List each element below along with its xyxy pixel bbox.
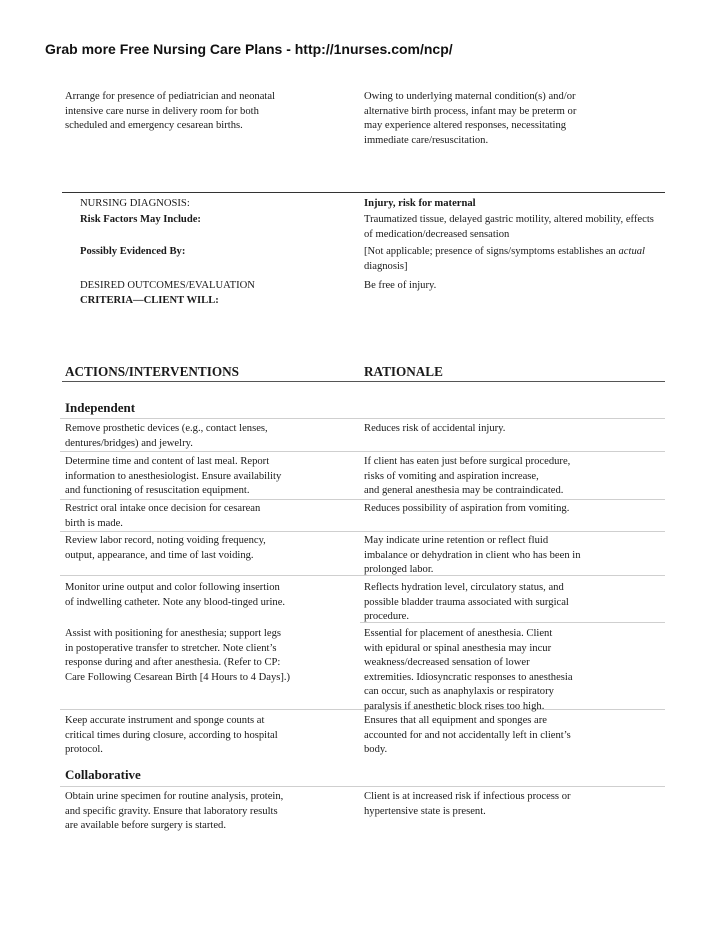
table-row-action: Obtain urine specimen for routine analysis, protein, and specific gravity. Ensure that laboratory results are available before surgery is started. bbox=[65, 791, 284, 832]
table-row-rationale: Client is at increased risk if infectious process or hypertensive state is present. bbox=[364, 791, 571, 817]
nursing-diagnosis-label: NURSING DIAGNOSIS: bbox=[80, 198, 190, 209]
evidenced-by-value bbox=[364, 245, 664, 274]
page-header: Grab more Free Nursing Care Plans - http://1nurses.com/ncp/ bbox=[45, 41, 453, 57]
table-row-action: Keep accurate instrument and sponge counts at critical times during closure, according to hospital protocol. bbox=[65, 715, 278, 756]
table-row-action: Remove prosthetic devices (e.g., contact lenses, dentures/bridges) and jewelry. bbox=[65, 423, 268, 449]
table-row-rationale: Reduces possibility of aspiration from vomiting. bbox=[364, 503, 570, 514]
table-row-action: Assist with positioning for anesthesia; support legs in postoperative transfer to stretcher. Note client’s response during and after anesthesia. (Refer to CP: Care Following Cesarean Birth [4 Hours to 4 Days].) bbox=[65, 628, 291, 683]
risk-factors-value: Traumatized tissue, delayed gastric motility, altered mobility, effects of medication/decreased sensation bbox=[364, 214, 654, 240]
table-header-rule bbox=[62, 381, 665, 382]
table-row-action: Determine time and content of last meal. Report information to anesthesiologist. Ensure availability and functioning of resuscitation equipment. bbox=[65, 456, 282, 497]
actions-column-heading: ACTIONS/INTERVENTIONS bbox=[65, 364, 239, 379]
desired-outcomes-label bbox=[80, 279, 350, 308]
desired-outcomes-line2: CRITERIA—CLIENT WILL: bbox=[80, 294, 219, 306]
table-row-rationale: If client has eaten just before surgical procedure, risks of vomiting and aspiration increase, and general anesthesia may be contraindicated. bbox=[364, 456, 571, 497]
evidenced-by-emphasis: actual bbox=[618, 246, 645, 257]
desired-outcomes-line1: DESIRED OUTCOMES/EVALUATION bbox=[80, 280, 255, 291]
intro-rationale: Owing to underlying maternal condition(s) and/or alternative birth process, infant may be preterm or may experience altered responses, necessitating immediate care/resuscitation. bbox=[364, 91, 577, 146]
rationale-column-heading: RATIONALE bbox=[364, 364, 443, 379]
table-row-rationale: May indicate urine retention or reflect fluid imbalance or dehydration in client who has been in prolonged labor. bbox=[364, 535, 581, 576]
evidenced-by-label: Possibly Evidenced By: bbox=[80, 246, 186, 257]
table-row-rationale: Ensures that all equipment and sponges are accounted for and not accidentally left in client’s body. bbox=[364, 715, 571, 756]
evidenced-by-text-1: [Not applicable; presence of signs/symptoms establishes an bbox=[364, 246, 619, 257]
table-row-action: Restrict oral intake once decision for cesarean birth is made. bbox=[65, 503, 261, 529]
table-row-rationale: Reduces risk of accidental injury. bbox=[364, 423, 506, 434]
desired-outcomes-value: Be free of injury. bbox=[364, 280, 437, 291]
row-separator bbox=[60, 418, 665, 419]
table-row-action: Review labor record, noting voiding frequency, output, appearance, and time of last voiding. bbox=[65, 535, 266, 561]
table-row-rationale: Essential for placement of anesthesia. Client with epidural or spinal anesthesia may incur weakness/decreased sensation of lower extremities. Idiosyncratic responses to anesthesia can occur, such as anaphylaxis or respiratory paralysis if anesthetic block rises too high. bbox=[364, 628, 573, 712]
diagnosis-top-rule bbox=[62, 192, 665, 193]
risk-factors-label: Risk Factors May Include: bbox=[80, 214, 201, 225]
table-row-action: Monitor urine output and color following insertion of indwelling catheter. Note any blood-tinged urine. bbox=[65, 582, 286, 608]
table-row-rationale: Reflects hydration level, circulatory status, and possible bladder trauma associated with surgical procedure. bbox=[364, 582, 569, 623]
collaborative-heading: Collaborative bbox=[65, 767, 141, 782]
nursing-diagnosis-value: Injury, risk for maternal bbox=[364, 198, 476, 209]
intro-action: Arrange for presence of pediatrician and neonatal intensive care nurse in delivery room for both scheduled and emergency cesarean births. bbox=[65, 91, 276, 132]
row-separator bbox=[60, 499, 665, 500]
row-separator bbox=[60, 786, 665, 787]
independent-heading: Independent bbox=[65, 400, 136, 415]
evidenced-by-text-2: diagnosis] bbox=[364, 260, 408, 272]
